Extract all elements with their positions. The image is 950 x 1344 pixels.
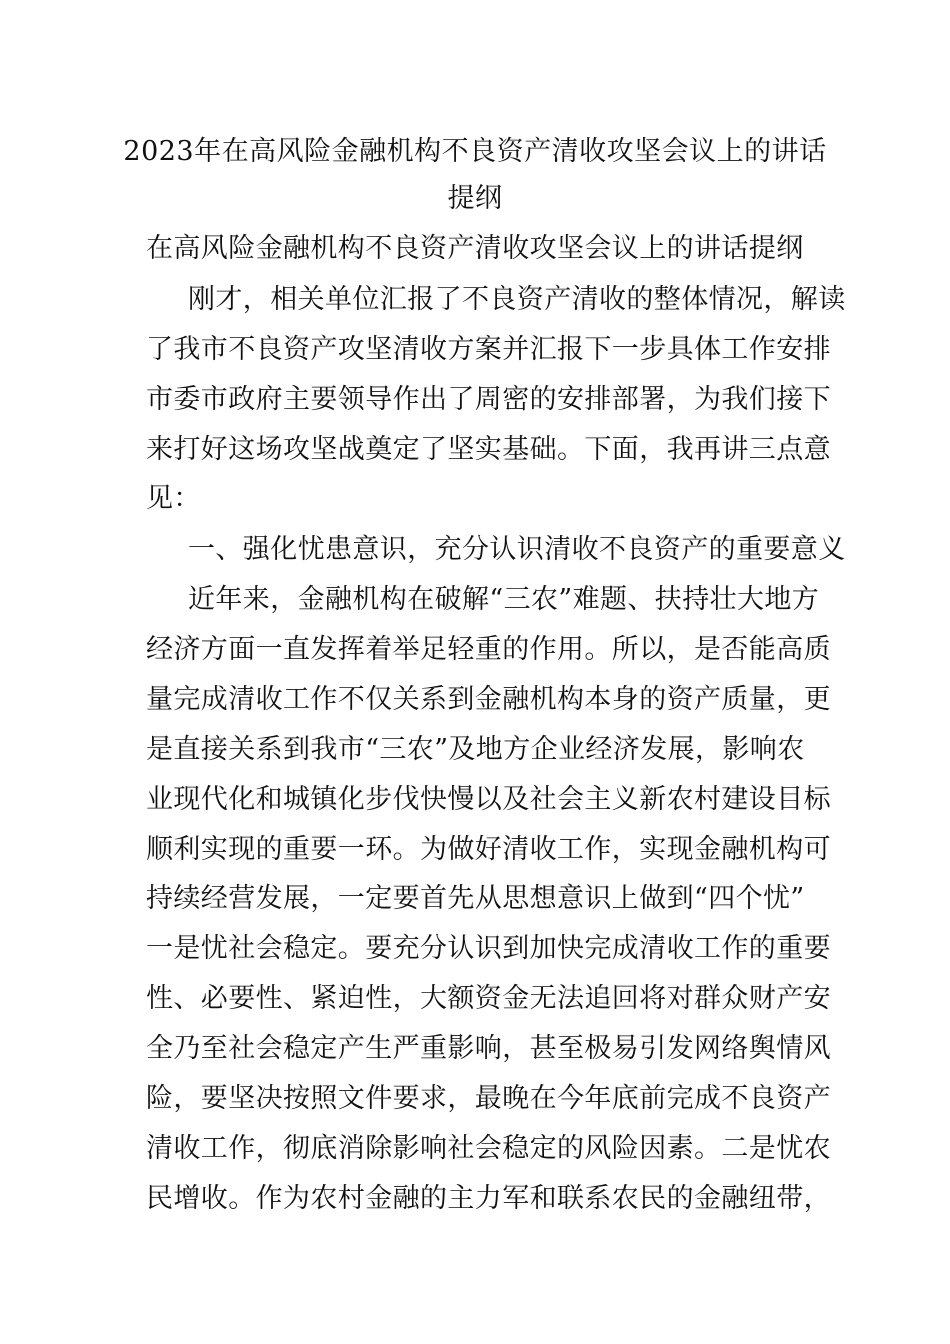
paragraph-line: 见： <box>146 483 201 514</box>
paragraph-line: 民增收。作为农村金融的主力军和联系农民的金融纽带， <box>146 1183 831 1214</box>
paragraph-line: 业现代化和城镇化步伐快慢以及社会主义新农村建设目标 <box>146 784 831 815</box>
document-subtitle: 在高风险金融机构不良资产清收攻坚会议上的讲话提纲 <box>146 233 804 264</box>
paragraph-line: 来打好这场攻坚战奠定了坚实基础。下面，我再讲三点意 <box>146 434 831 465</box>
paragraph-line: 经济方面一直发挥着举足轻重的作用。所以，是否能高质 <box>146 634 831 665</box>
paragraph-line: 性、必要性、紧迫性，大额资金无法追回将对群众财产安 <box>146 983 831 1014</box>
paragraph-line: 量完成清收工作不仅关系到金融机构本身的资产质量，更 <box>146 684 831 715</box>
paragraph-line: 险，要坚决按照文件要求，最晚在今年底前完成不良资产 <box>146 1083 831 1114</box>
paragraph-line: 了我市不良资产攻坚清收方案并汇报下一步具体工作安排 <box>146 334 831 365</box>
document-title-line-1: 2023年在高风险金融机构不良资产清收攻坚会议上的讲话 <box>123 136 827 167</box>
paragraph-line: 清收工作，彻底消除影响社会稳定的风险因素。二是忧农 <box>146 1133 831 1164</box>
paragraph-line: 是直接关系到我市“三农”及地方企业经济发展，影响农 <box>146 734 805 765</box>
paragraph-line: 一是忧社会稳定。要充分认识到加快完成清收工作的重要 <box>146 933 831 964</box>
paragraph-line: 近年来，金融机构在破解“三农”难题、扶持壮大地方 <box>188 584 820 615</box>
paragraph-line: 全乃至社会稳定产生严重影响，甚至极易引发网络舆情风 <box>146 1033 831 1064</box>
paragraph-line: 刚才，相关单位汇报了不良资产清收的整体情况，解读 <box>188 284 846 315</box>
paragraph-line: 持续经营发展，一定要首先从思想意识上做到“四个忧” <box>146 883 805 914</box>
paragraph-line: 顺利实现的重要一环。为做好清收工作，实现金融机构可 <box>146 834 831 865</box>
document-title-line-2: 提纲 <box>447 183 503 214</box>
paragraph-line: 市委市政府主要领导作出了周密的安排部署，为我们接下 <box>146 384 831 415</box>
section-heading: 一、强化忧患意识，充分认识清收不良资产的重要意义 <box>188 534 846 565</box>
